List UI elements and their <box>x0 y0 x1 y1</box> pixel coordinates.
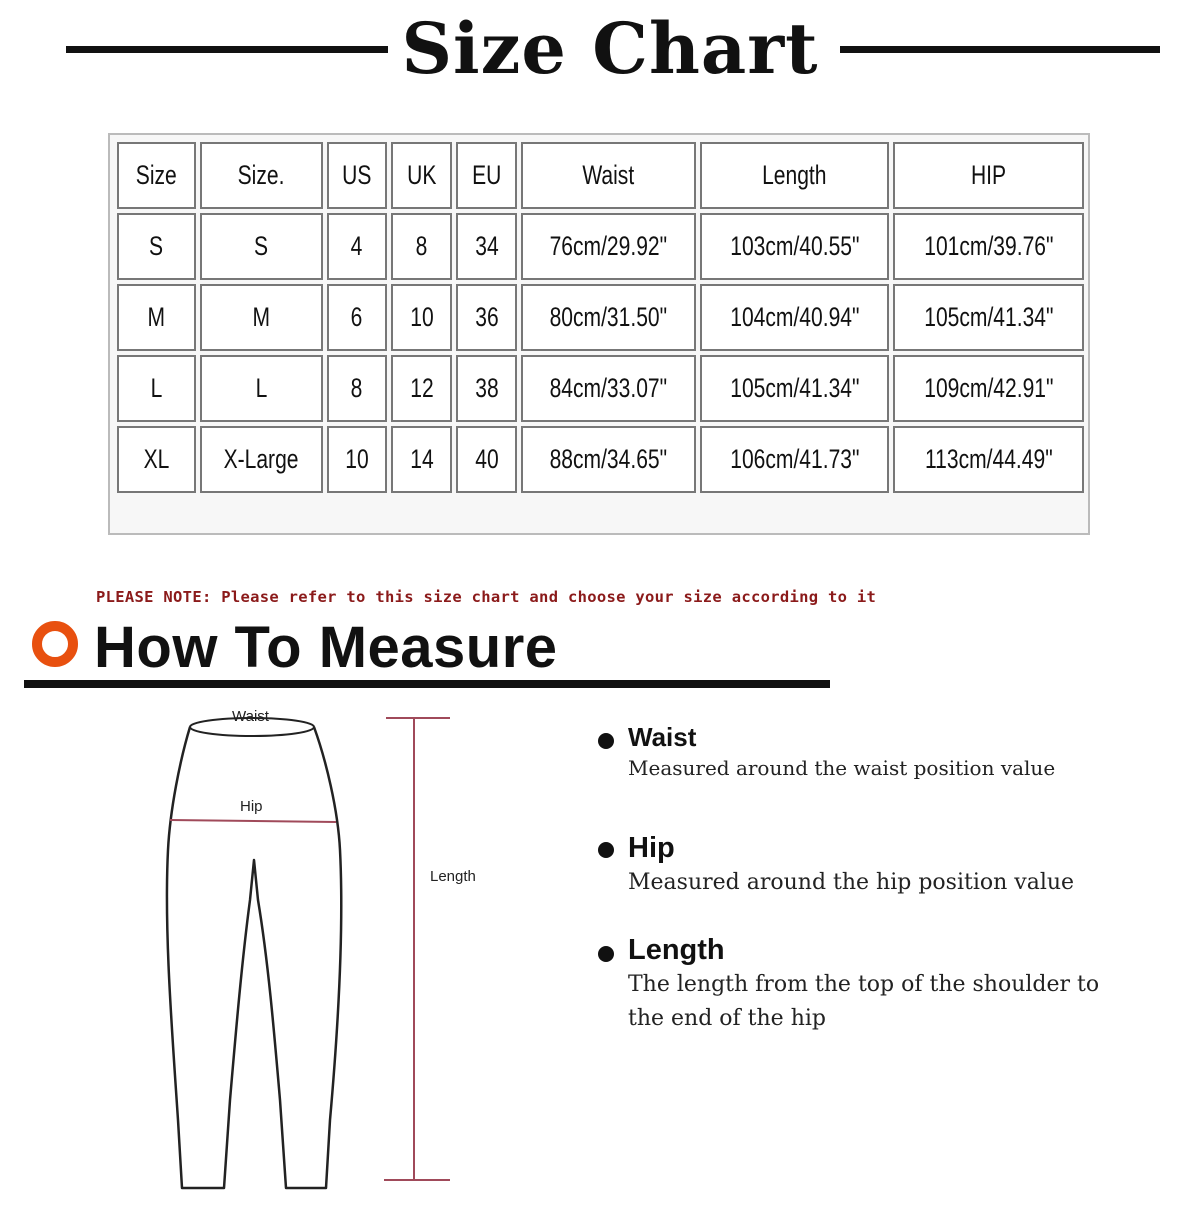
table-cell: 12 <box>391 355 452 422</box>
bullet-desc: Measured around the waist position value <box>628 756 1056 780</box>
table-cell: 105cm/41.34" <box>700 355 889 422</box>
diagram-waist-label: Waist <box>232 708 269 725</box>
table-cell: 109cm/42.91" <box>893 355 1084 422</box>
pants-diagram <box>150 700 570 1200</box>
size-note: PLEASE NOTE: Please refer to this size chart and choose your size according to it <box>96 588 877 606</box>
table-cell: 101cm/39.76" <box>893 213 1084 280</box>
table-cell: X-Large <box>200 426 323 493</box>
table-cell: M <box>117 284 196 351</box>
table-cell: 38 <box>456 355 517 422</box>
table-cell: 8 <box>327 355 388 422</box>
diagram-length-label: Length <box>430 868 476 885</box>
table-cell: 80cm/31.50" <box>521 284 696 351</box>
table-cell: 14 <box>391 426 452 493</box>
table-cell: 4 <box>327 213 388 280</box>
bullet-title: Waist <box>628 722 697 752</box>
table-cell: XL <box>117 426 196 493</box>
bullet-dot-icon <box>598 946 614 962</box>
header-length: Length <box>700 142 889 209</box>
table-cell: 6 <box>327 284 388 351</box>
bullet-dot-icon <box>598 733 614 749</box>
pants-outline-icon <box>150 700 570 1200</box>
bullet-desc: the end of the hip <box>628 1006 826 1031</box>
title-rule-left <box>66 46 388 53</box>
table-cell: L <box>200 355 323 422</box>
table-row <box>117 355 1084 422</box>
table-cell: 103cm/40.55" <box>700 213 889 280</box>
table-cell: 34 <box>456 213 517 280</box>
table-cell: 106cm/41.73" <box>700 426 889 493</box>
title-rule-right <box>840 46 1160 53</box>
header-hip: HIP <box>893 142 1084 209</box>
size-table <box>113 138 1088 497</box>
table-row <box>117 284 1084 351</box>
table-cell: L <box>117 355 196 422</box>
ring-bullet-icon <box>30 619 80 669</box>
table-cell: 84cm/33.07" <box>521 355 696 422</box>
page-title: Size Chart <box>401 7 819 90</box>
table-cell: 8 <box>391 213 452 280</box>
measure-heading-rule <box>24 680 830 688</box>
table-cell: 10 <box>391 284 452 351</box>
bullet-dot-icon <box>598 842 614 858</box>
header-us: US <box>327 142 388 209</box>
table-header-row <box>117 142 1084 209</box>
table-cell: 104cm/40.94" <box>700 284 889 351</box>
header-size: Size <box>117 142 196 209</box>
table-cell: 10 <box>327 426 388 493</box>
header-size-alt: Size. <box>200 142 323 209</box>
table-cell: 40 <box>456 426 517 493</box>
table-cell: S <box>200 213 323 280</box>
table-cell: 76cm/29.92" <box>521 213 696 280</box>
table-cell: 105cm/41.34" <box>893 284 1084 351</box>
bullet-desc: Measured around the hip position value <box>628 870 1075 895</box>
table-row <box>117 213 1084 280</box>
measure-heading: How To Measure <box>94 615 558 680</box>
table-cell: 36 <box>456 284 517 351</box>
bullet-desc: The length from the top of the shoulder to <box>628 972 1100 997</box>
diagram-hip-label: Hip <box>240 798 263 815</box>
table-cell: 88cm/34.65" <box>521 426 696 493</box>
table-cell: 113cm/44.49" <box>893 426 1084 493</box>
header-eu: EU <box>456 142 517 209</box>
header-waist: Waist <box>521 142 696 209</box>
title-bar <box>0 0 1200 100</box>
table-row <box>117 426 1084 493</box>
size-table-frame <box>108 133 1090 535</box>
bullet-title: Length <box>628 934 725 966</box>
table-cell: S <box>117 213 196 280</box>
bullet-title: Hip <box>628 832 675 864</box>
table-cell: M <box>200 284 323 351</box>
header-uk: UK <box>391 142 452 209</box>
